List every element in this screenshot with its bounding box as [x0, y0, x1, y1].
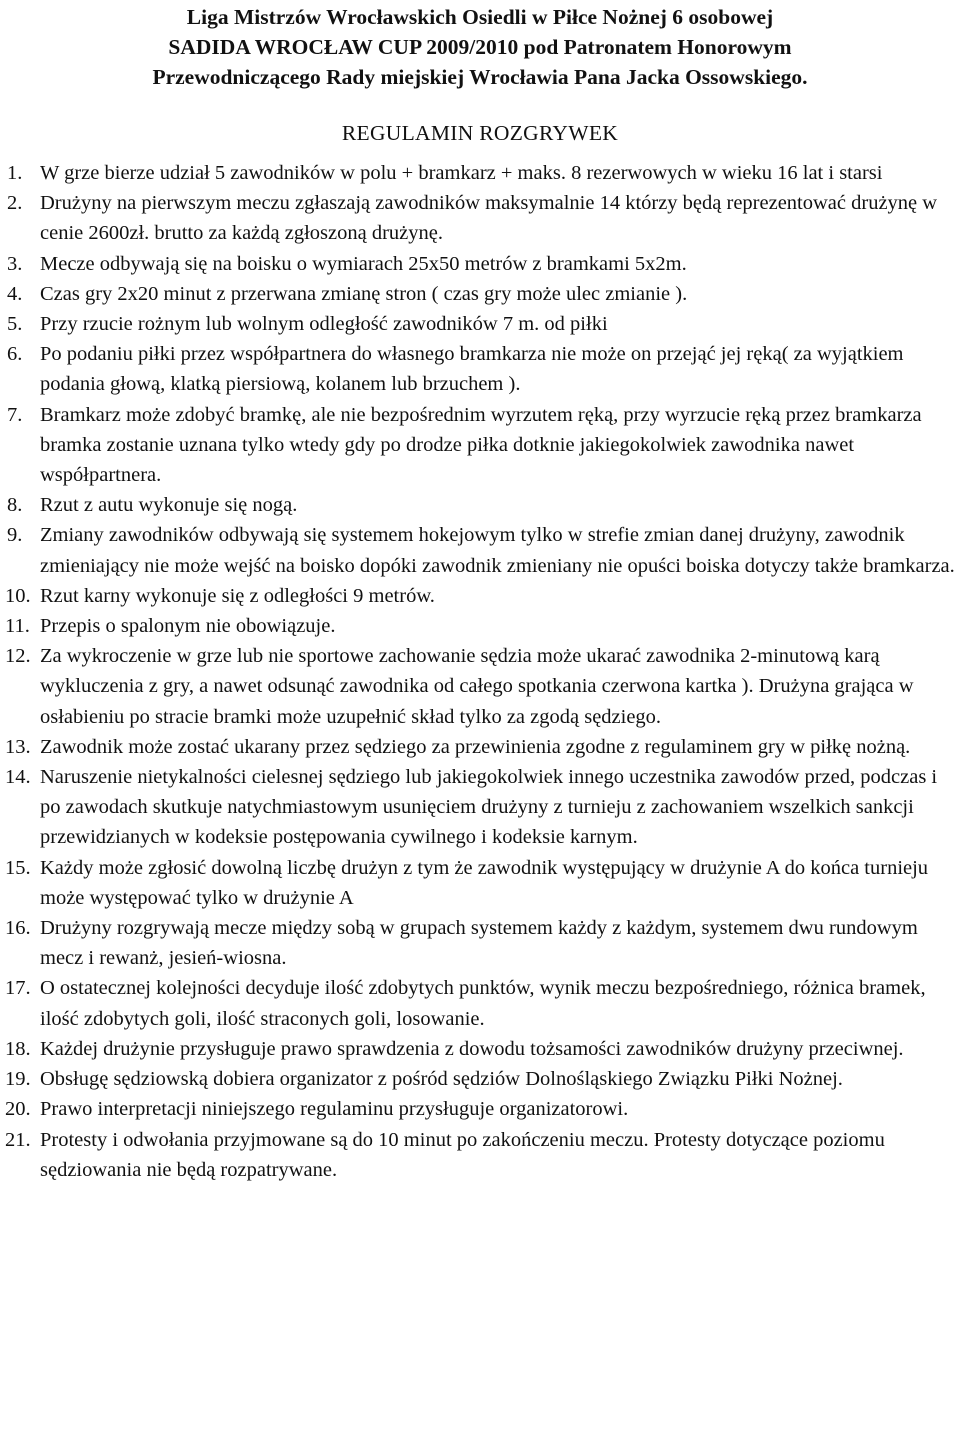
rule-number: 4.: [7, 282, 23, 305]
rule-item-19: [0, 1064, 955, 1094]
rule-number: 16.: [5, 917, 31, 940]
rule-number: 8.: [7, 494, 23, 517]
rule-item-16: [0, 913, 955, 973]
rule-number: 1.: [7, 162, 23, 184]
rule-number: 14.: [5, 766, 31, 789]
rule-text: Prawo interpretacji niniejszego regulaminu przysługuje organizatorowi.: [40, 1098, 629, 1121]
rule-number: 17.: [5, 977, 31, 1000]
rule-text: Naruszenie nietykalności cielesnej sędziego lub jakiegokolwiek innego uczestnika zawodów przed, podczas i po zawodach skutkuje natychmiastowym usunięciem drużyny z turnieju z zachowaniem wszelkich sankcji przewidzianych w kodeksie postępowania cywilnego i kodeksie karnym.: [40, 766, 938, 849]
document-subtitle: REGULAMIN ROZGRYWEK: [341, 121, 619, 145]
rule-item-14: [0, 762, 955, 853]
rule-number: 12.: [5, 645, 31, 668]
rule-number: 10.: [5, 584, 31, 607]
rule-number: 7.: [7, 403, 23, 426]
rule-item-17: [0, 973, 955, 1033]
rule-item-11: [0, 611, 955, 641]
rule-number: 21.: [5, 1128, 31, 1151]
rule-text: Drużyny rozgrywają mecze między sobą w grupach systemem każdy z każdym, systemem dwu rundowym mecz i rewanż, jesień-wiosna.: [40, 917, 918, 970]
rule-text: Rzut karny wykonuje się z odległości 9 metrów.: [40, 584, 435, 607]
rule-item-5: [0, 309, 955, 339]
rule-text: Po podaniu piłki przez współpartnera do własnego bramkarza nie może on przejąć jej ręką( za wyjątkiem podania głową, klatką piersiową, kolanem lub brzuchem ).: [40, 343, 904, 396]
rule-text: O ostatecznej kolejności decyduje ilość zdobytych punktów, wynik meczu bezpośredniego, różnica bramek, ilość zdobytych goli, ilość straconych goli, losowanie.: [40, 977, 926, 1030]
rule-number: 20.: [5, 1098, 31, 1121]
title-line-1: Liga Mistrzów Wrocławskich Osiedli w Piłce Nożnej 6 osobowej: [186, 5, 774, 29]
rule-text: Przy rzucie rożnym lub wolnym odległość zawodników 7 m. od piłki: [40, 313, 608, 336]
rule-number: 19.: [5, 1068, 31, 1091]
rule-number: 13.: [5, 735, 31, 758]
document-title: [0, 0, 960, 92]
rule-item-6: [0, 339, 955, 399]
title-line-3: Przewodniczącego Rady miejskiej Wrocławia Pana Jacka Ossowskiego.: [152, 65, 808, 89]
rule-text: Za wykroczenie w grze lub nie sportowe zachowanie sędzia może ukarać zawodnika 2-minutową karą wykluczenia z gry, a nawet odsunąć zawodnika od całego spotkania czerwona kartka ). Drużyna grająca w osłabieniu po stracie bramki może uzupełnić skład tylko za zgodą sędziego.: [40, 645, 914, 728]
rule-item-9: [0, 520, 955, 580]
rule-item-21: [0, 1125, 955, 1185]
rule-text: Protesty i odwołania przyjmowane są do 10 minut po zakończeniu meczu. Protesty dotyczące poziomu sędziowania nie będą rozpatrywane.: [40, 1128, 885, 1181]
rule-text: Rzut z autu wykonuje się nogą.: [40, 494, 298, 517]
rule-number: 9.: [7, 524, 23, 547]
rule-item-12: [0, 641, 955, 732]
title-line-2: SADIDA WROCŁAW CUP 2009/2010 pod Patronatem Honorowym: [168, 35, 792, 59]
rule-item-15: [0, 853, 955, 913]
rule-text: Każdy może zgłosić dowolną liczbę drużyn z tym że zawodnik występujący w drużynie A do końca turnieju może występować tylko w drużynie A: [40, 856, 929, 909]
rule-item-2: [0, 188, 955, 248]
rule-text: Czas gry 2x20 minut z przerwana zmianę stron ( czas gry może ulec zmianie ).: [40, 282, 688, 305]
rules-list: [0, 158, 960, 1185]
rule-number: 3.: [7, 252, 23, 275]
rule-number: 15.: [5, 856, 31, 879]
rule-item-7: [0, 400, 955, 491]
rule-text: Obsługę sędziowską dobiera organizator z pośród sędziów Dolnośląskiego Związku Piłki Nożnej.: [40, 1068, 843, 1091]
rule-text: Zmiany zawodników odbywają się systemem hokejowym tylko w strefie zmian danej drużyny, zawodnik zmieniający nie może wejść na boisko dopóki zawodnik zmieniany nie opuści boiska dotyczy także bramkarza.: [40, 524, 955, 577]
rule-text: Zawodnik może zostać ukarany przez sędziego za przewinienia zgodne z regulaminem gry w piłkę nożną.: [40, 735, 911, 758]
rule-number: 2.: [7, 192, 23, 215]
rule-text: Przepis o spalonym nie obowiązuje.: [40, 615, 336, 638]
rule-item-4: [0, 279, 955, 309]
rule-text: Mecze odbywają się na boisku o wymiarach 25x50 metrów z bramkami 5x2m.: [40, 252, 687, 275]
rule-item-3: [0, 249, 955, 279]
rule-item-18: [0, 1034, 955, 1064]
rule-text: Drużyny na pierwszym meczu zgłaszają zawodników maksymalnie 14 którzy będą reprezentować drużynę w cenie 2600zł. brutto za każdą zgłoszoną drużynę.: [40, 192, 938, 245]
rule-item-13: [0, 732, 955, 762]
rule-item-20: [0, 1094, 955, 1124]
rule-number: 18.: [5, 1037, 31, 1060]
rule-number: 6.: [7, 343, 23, 366]
rule-item-1: [0, 158, 955, 188]
rule-text: Bramkarz może zdobyć bramkę, ale nie bezpośrednim wyrzutem ręką, przy wyrzucie ręką przez bramkarza bramka zostanie uznana tylko wtedy gdy po drodze piłka dotknie jakiegokolwiek zawodnika nawet współpartnera.: [40, 403, 922, 487]
rule-number: 5.: [7, 313, 23, 336]
rule-text: W grze bierze udział 5 zawodników w polu + bramkarz + maks. 8 rezerwowych w wieku 16 lat i starsi: [40, 162, 883, 184]
rule-text: Każdej drużynie przysługuje prawo sprawdzenia z dowodu tożsamości zawodników drużyny przeciwnej.: [40, 1037, 904, 1060]
rule-number: 11.: [5, 615, 30, 638]
rule-item-10: [0, 581, 955, 611]
rule-item-8: [0, 490, 955, 520]
